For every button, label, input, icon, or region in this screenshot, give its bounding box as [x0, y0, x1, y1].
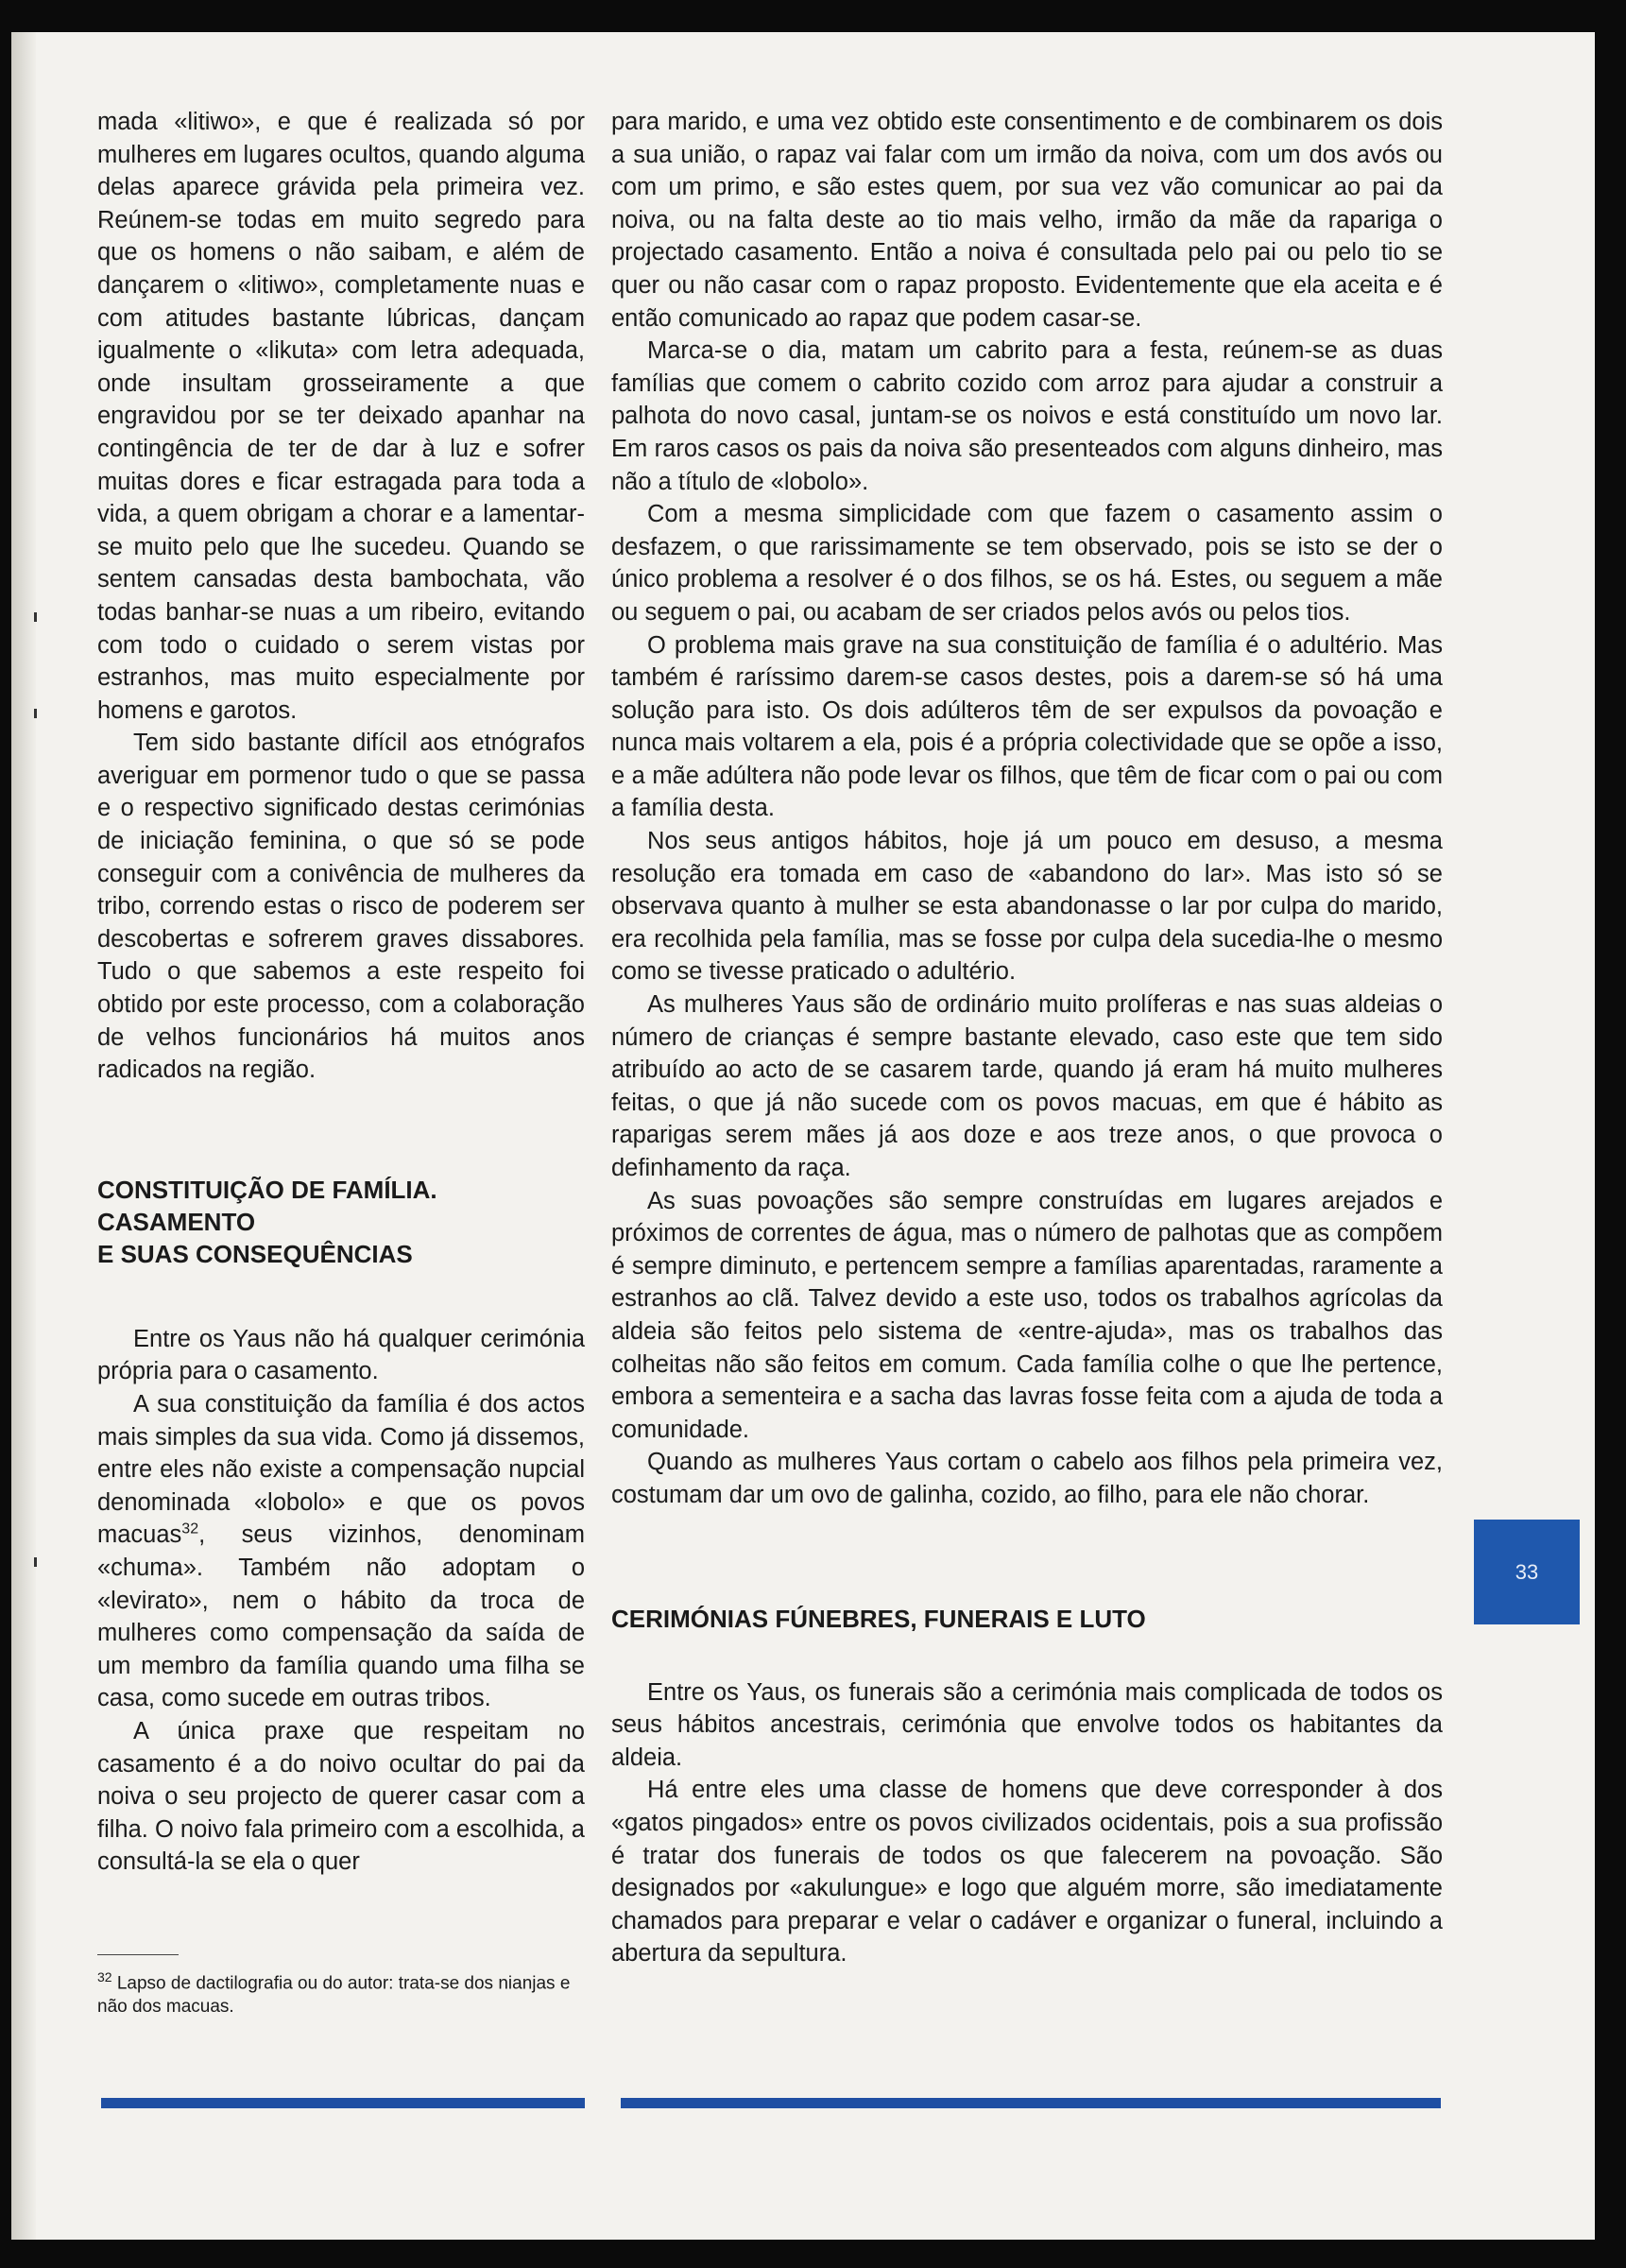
margin-mark — [34, 612, 37, 622]
paragraph-text: A sua constituição da família é dos actos mais simples da sua vida. Como já dissemos, entre eles não existe a compensação nupcial denominada «lobolo» e que os povos macuas — [97, 1391, 585, 1549]
footnote-number: 32 — [97, 1969, 112, 1984]
paragraph: Há entre eles uma classe de homens que deve corresponder à dos «gatos pingados» entre os povos civilizados ocidentais, pois a sua profissão é tratar dos funerais de todos os que falecerem na povoação. São designados por «akulungue» e logo que alguém morre, são imediatamente chamados para preparar e velar o cadáver e organizar o funeral, incluindo a abertura da sepultura. — [611, 1777, 1443, 1967]
footnote — [97, 1966, 585, 2019]
footnote-text: Lapso de dactilografia ou do autor: trata-se dos nianjas e não dos macuas. — [97, 1973, 571, 2018]
section-heading — [97, 1174, 585, 1270]
footnote-ref: 32 — [181, 1521, 199, 1538]
paragraph: Quando as mulheres Yaus cortam o cabelo aos filhos pela primeira vez, costumam dar um ovo de galinha, cozido, ao filho, para ele não chorar. — [611, 1449, 1443, 1508]
paragraph — [97, 1388, 585, 1715]
footer-rule-right — [621, 2098, 1441, 2108]
margin-mark — [34, 709, 37, 718]
paragraph: Entre os Yaus não há qualquer cerimónia própria para o casamento. — [97, 1325, 585, 1385]
paragraph: Nos seus antigos hábitos, hoje já um pouco em desuso, a mesma resolução era tomada em caso de «abandono do lar». Mas isto só se observava quanto à mulher se esta abandonasse o lar por culpa do marido, era recolhida pela família, mas se fosse por culpa dela sucedia-lhe o mesmo como se tivesse praticado o adultério. — [611, 828, 1443, 986]
right-column — [611, 106, 1443, 1970]
paragraph: As suas povoações são sempre construídas em lugares arejados e próximos de correntes de água, mas o número de palhotas que as compõem é sempre diminuto, e pertencem sempre a famílias aparentadas, raramente a estranhos ao clã. Talvez devido a este uso, todos os trabalhos agrícolas da aldeia são feitos pelo sistema de «entre-ajuda», mas os trabalhos das colheitas não são feitos em comum. Cada família colhe o que lhe pertence, embora a sementeira e a sacha das lavras fosse feita com a ajuda de toda a comunidade. — [611, 1187, 1443, 1443]
section-heading: CERIMÓNIAS FÚNEBRES, FUNERAIS E LUTO — [611, 1604, 1146, 1633]
heading-line: CONSTITUIÇÃO DE FAMÍLIA. — [97, 1175, 437, 1204]
paragraph: Com a mesma simplicidade com que fazem o casamento assim o desfazem, o que rarissimamente se tem observado, pois se isto se der o único problema a resolver é o dos filhos, se os há. Estes, ou seguem a mãe ou seguem o pai, ou acabam de ser criados pelos avós ou pelos tios. — [611, 501, 1443, 626]
paragraph: O problema mais grave na sua constituição de família é o adultério. Mas também é raríssimo darem-se casos destes, pois a darem-se só há uma solução para isto. Os dois adúlteros têm de ser expulsos da povoação e nunca mais voltarem a ela, pois é a própria colectividade que se opõe a isso, e a mãe adúltera não pode levar os filhos, que têm de ficar com o pai ou com a família desta. — [611, 631, 1443, 822]
paragraph: A única praxe que respeitam no casamento é a do noivo ocultar do pai da noiva o seu projecto de querer casar com a filha. O noivo fala primeiro com a escolhida, a consultá-la se ela o quer — [97, 1717, 585, 1876]
paragraph-text: , seus vizinhos, denominam «chuma». Também não adoptam o «levirato», nem o hábito da troca de mulheres como compensação da saída de um membro da família quando uma filha se casa, como sucede em outras tribos. — [97, 1521, 585, 1712]
page-number: 33 — [1515, 1559, 1539, 1584]
paragraph: Marca-se o dia, matam um cabrito para a festa, reúnem-se as duas famílias que comem o cabrito cozido com arroz para ajudar a construir a palhota do novo casal, juntam-se os noivos e está constituído um novo lar. Em raros casos os pais da noiva são presenteados com alguns dinheiro, mas não a título de «lobolo». — [611, 337, 1443, 495]
left-column — [97, 106, 585, 1879]
footer-rule-left — [101, 2098, 585, 2108]
heading-line: CASAMENTO — [97, 1207, 256, 1236]
paragraph: para marido, e uma vez obtido este consentimento e de combinarem os dois a sua união, o rapaz vai falar com um irmão da noiva, com um dos avós ou com um primo, e são estes quem, por sua vez vão comunicar ao pai da noiva, ou na falta deste ao tio mais velho, irmão da mãe da rapariga o projectado casamento. Então a noiva é consultada pelo pai ou pelo tio se quer ou não casar com o rapaz proposto. Evidentemente que ela aceita e é então comunicado ao rapaz que podem casar-se. — [611, 109, 1443, 332]
paragraph: As mulheres Yaus são de ordinário muito prolíferas e nas suas aldeias o número de crianças é sempre bastante elevado, caso este que tem sido atribuído ao acto de se casarem tarde, quando já eram há muito mulheres feitas, o que já não sucede com os povos macuas, em que é hábito as raparigas serem mães já aos doze e aos treze anos, o que provoca o definhamento da raça. — [611, 991, 1443, 1181]
paragraph: mada «litiwo», e que é realizada só por mulheres em lugares ocultos, quando alguma delas aparece grávida pela primeira vez. Reúnem-se todas em muito segredo para que os homens o não saibam, e além de dançarem o «litiwo», completamente nuas e com atitudes bastante lúbricas, dançam igualmente o «likuta» com letra adequada, onde insultam grosseiramente a que engravidou por se ter deixado apanhar na contingência de ter de dar à luz e sofrer muitas dores e ficar estragada para toda a vida, a quem obrigam a chorar e a lamentar-se muito pelo que lhe sucedeu. Quando se sentem cansadas desta bambochata, vão todas banhar-se nuas a um ribeiro, evitando com todo o cuidado o serem vistas por estranhos, mas muito especialmente por homens e garotos. — [97, 109, 585, 724]
page-number-tab — [1474, 1520, 1580, 1624]
footnote-rule — [97, 1954, 179, 1955]
heading-line: E SUAS CONSEQUÊNCIAS — [97, 1239, 413, 1268]
paragraph: Entre os Yaus, os funerais são a cerimónia mais complicada de todos os seus hábitos ancestrais, cerimónia que envolve todos os habitantes da aldeia. — [611, 1678, 1443, 1771]
paragraph: Tem sido bastante difícil aos etnógrafos averiguar em pormenor tudo o que se passa e o respectivo significado destas cerimónias de iniciação feminina, o que só se pode conseguir com a conivência de mulheres da tribo, correndo estas o risco de poderem ser descobertas e sofrerem graves dissabores. Tudo o que sabemos a este respeito foi obtido por este processo, com a colaboração de velhos funcionários há muitos anos radicados na região. — [97, 730, 585, 1084]
page-spine-shadow — [11, 32, 36, 2240]
margin-mark — [34, 1557, 37, 1567]
